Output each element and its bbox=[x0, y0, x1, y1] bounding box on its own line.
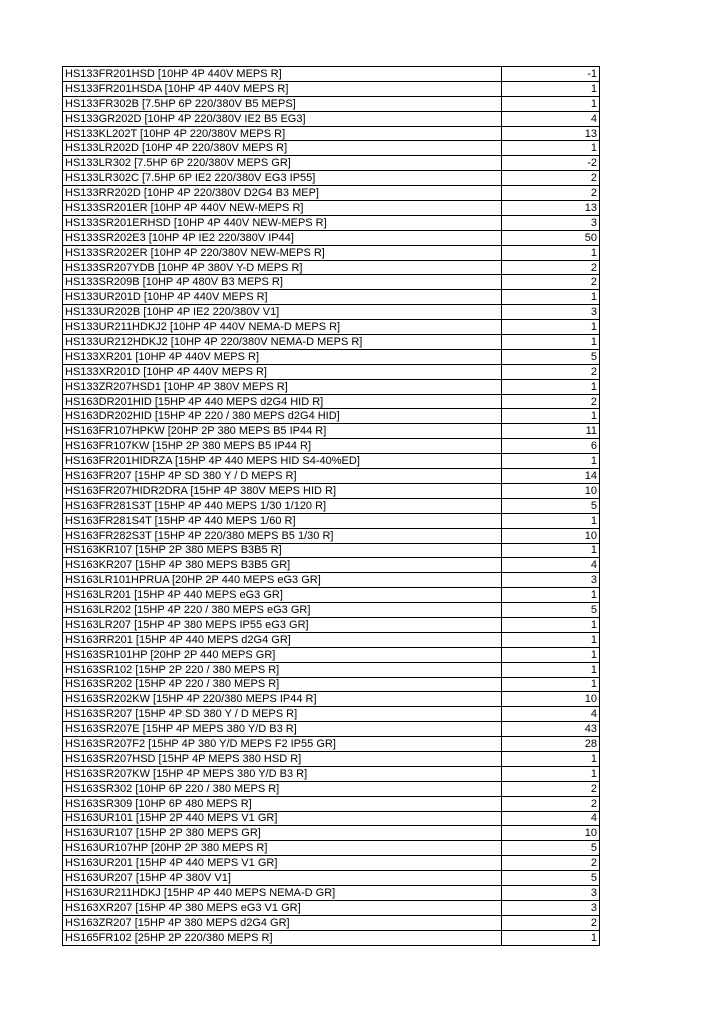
table-row bbox=[63, 677, 600, 692]
table-row bbox=[63, 528, 600, 543]
item-description-cell: HS133SR207YDB [10HP 4P 380V Y-D MEPS R] bbox=[63, 260, 502, 275]
table-row bbox=[63, 305, 600, 320]
quantity-cell: 1 bbox=[502, 320, 600, 335]
quantity-cell: 3 bbox=[502, 900, 600, 915]
table-row bbox=[63, 558, 600, 573]
item-description-cell: HS163DR202HID [15HP 4P 220 / 380 MEPS d2G4 HID] bbox=[63, 409, 502, 424]
quantity-cell: 5 bbox=[502, 841, 600, 856]
quantity-cell: 1 bbox=[502, 647, 600, 662]
quantity-cell: 4 bbox=[502, 707, 600, 722]
table-row bbox=[63, 67, 600, 82]
item-description-cell: HS163FR282S3T [15HP 4P 220/380 MEPS B5 1/30 R] bbox=[63, 528, 502, 543]
item-description-cell: HS133UR202B [10HP 4P IE2 220/380V V1] bbox=[63, 305, 502, 320]
quantity-cell: 5 bbox=[502, 498, 600, 513]
quantity-cell: 1 bbox=[502, 81, 600, 96]
quantity-cell: 2 bbox=[502, 275, 600, 290]
item-description-cell: HS163KR107 [15HP 2P 380 MEPS B3B5 R] bbox=[63, 543, 502, 558]
item-description-cell: HS163ZR207 [15HP 4P 380 MEPS d2G4 GR] bbox=[63, 915, 502, 930]
table-row bbox=[63, 930, 600, 945]
quantity-cell: -2 bbox=[502, 156, 600, 171]
quantity-cell: 3 bbox=[502, 305, 600, 320]
table-row bbox=[63, 171, 600, 186]
quantity-cell: 10 bbox=[502, 483, 600, 498]
table-row bbox=[63, 796, 600, 811]
item-description-cell: HS163SR207KW [15HP 4P MEPS 380 Y/D B3 R] bbox=[63, 766, 502, 781]
item-description-cell: HS163SR202 [15HP 4P 220 / 380 MEPS R] bbox=[63, 677, 502, 692]
item-description-cell: HS163SR309 [10HP 6P 480 MEPS R] bbox=[63, 796, 502, 811]
item-description-cell: HS133SR209B [10HP 4P 480V B3 MEPS R] bbox=[63, 275, 502, 290]
quantity-cell: 1 bbox=[502, 543, 600, 558]
table-row bbox=[63, 737, 600, 752]
table-row bbox=[63, 394, 600, 409]
quantity-cell: 4 bbox=[502, 558, 600, 573]
item-description-cell: HS133LR202D [10HP 4P 220/380V MEPS R] bbox=[63, 141, 502, 156]
item-description-cell: HS163SR102 [15HP 2P 220 / 380 MEPS R] bbox=[63, 662, 502, 677]
quantity-cell: 1 bbox=[502, 245, 600, 260]
quantity-cell: 2 bbox=[502, 915, 600, 930]
table-row bbox=[63, 617, 600, 632]
item-description-cell: HS165FR102 [25HP 2P 220/380 MEPS R] bbox=[63, 930, 502, 945]
quantity-cell: 3 bbox=[502, 573, 600, 588]
item-description-cell: HS133FR302B [7.5HP 6P 220/380V B5 MEPS] bbox=[63, 96, 502, 111]
item-description-cell: HS133XR201 [10HP 4P 440V MEPS R] bbox=[63, 349, 502, 364]
table-row bbox=[63, 349, 600, 364]
table-row bbox=[63, 707, 600, 722]
table-row bbox=[63, 766, 600, 781]
table-row bbox=[63, 885, 600, 900]
item-description-cell: HS133UR212HDKJ2 [10HP 4P 220/380V NEMA-D MEPS R] bbox=[63, 335, 502, 350]
table-row bbox=[63, 379, 600, 394]
item-description-cell: HS163RR201 [15HP 4P 440 MEPS d2G4 GR] bbox=[63, 632, 502, 647]
quantity-cell: 1 bbox=[502, 96, 600, 111]
item-description-cell: HS163UR101 [15HP 2P 440 MEPS V1 GR] bbox=[63, 811, 502, 826]
item-description-cell: HS133LR302C [7.5HP 6P IE2 220/380V EG3 IP55] bbox=[63, 171, 502, 186]
item-description-cell: HS133UR211HDKJ2 [10HP 4P 440V NEMA-D MEPS R] bbox=[63, 320, 502, 335]
quantity-cell: 1 bbox=[502, 930, 600, 945]
quantity-cell: 5 bbox=[502, 349, 600, 364]
table-row bbox=[63, 498, 600, 513]
quantity-cell: 1 bbox=[502, 290, 600, 305]
item-description-cell: HS163SR207HSD [15HP 4P MEPS 380 HSD R] bbox=[63, 751, 502, 766]
item-description-cell: HS133SR201ER [10HP 4P 440V NEW-MEPS R] bbox=[63, 201, 502, 216]
quantity-cell: 2 bbox=[502, 364, 600, 379]
quantity-cell: -1 bbox=[502, 67, 600, 82]
quantity-cell: 1 bbox=[502, 379, 600, 394]
quantity-cell: 43 bbox=[502, 722, 600, 737]
quantity-cell: 28 bbox=[502, 737, 600, 752]
quantity-cell: 4 bbox=[502, 111, 600, 126]
quantity-cell: 1 bbox=[502, 677, 600, 692]
table-row bbox=[63, 245, 600, 260]
item-description-cell: HS163UR207 [15HP 4P 380V V1] bbox=[63, 871, 502, 886]
inventory-table bbox=[62, 66, 600, 946]
table-row bbox=[63, 111, 600, 126]
table-row bbox=[63, 513, 600, 528]
item-description-cell: HS163DR201HID [15HP 4P 440 MEPS d2G4 HID R] bbox=[63, 394, 502, 409]
table-row bbox=[63, 320, 600, 335]
quantity-cell: 50 bbox=[502, 230, 600, 245]
quantity-cell: 1 bbox=[502, 141, 600, 156]
table-row bbox=[63, 781, 600, 796]
item-description-cell: HS163SR302 [10HP 6P 220 / 380 MEPS R] bbox=[63, 781, 502, 796]
table-row bbox=[63, 364, 600, 379]
quantity-cell: 5 bbox=[502, 871, 600, 886]
table-row bbox=[63, 692, 600, 707]
quantity-cell: 1 bbox=[502, 751, 600, 766]
quantity-cell: 1 bbox=[502, 335, 600, 350]
item-description-cell: HS133UR201D [10HP 4P 440V MEPS R] bbox=[63, 290, 502, 305]
item-description-cell: HS163SR207E [15HP 4P MEPS 380 Y/D B3 R] bbox=[63, 722, 502, 737]
item-description-cell: HS133ZR207HSD1 [10HP 4P 380V MEPS R] bbox=[63, 379, 502, 394]
table-row bbox=[63, 483, 600, 498]
item-description-cell: HS163FR107HPKW [20HP 2P 380 MEPS B5 IP44 R] bbox=[63, 424, 502, 439]
item-description-cell: HS133FR201HSD [10HP 4P 440V MEPS R] bbox=[63, 67, 502, 82]
table-row bbox=[63, 722, 600, 737]
table-row bbox=[63, 841, 600, 856]
table-row bbox=[63, 469, 600, 484]
quantity-cell: 14 bbox=[502, 469, 600, 484]
item-description-cell: HS133SR202ER [10HP 4P 220/380V NEW-MEPS R] bbox=[63, 245, 502, 260]
table-row bbox=[63, 915, 600, 930]
table-row bbox=[63, 543, 600, 558]
item-description-cell: HS163FR281S3T [15HP 4P 440 MEPS 1/30 1/120 R] bbox=[63, 498, 502, 513]
quantity-cell: 2 bbox=[502, 796, 600, 811]
table-row bbox=[63, 335, 600, 350]
table-row bbox=[63, 647, 600, 662]
quantity-cell: 2 bbox=[502, 186, 600, 201]
quantity-cell: 10 bbox=[502, 528, 600, 543]
item-description-cell: HS163FR107KW [15HP 2P 380 MEPS B5 IP44 R] bbox=[63, 439, 502, 454]
item-description-cell: HS133FR201HSDA [10HP 4P 440V MEPS R] bbox=[63, 81, 502, 96]
item-description-cell: HS163UR107HP [20HP 2P 380 MEPS R] bbox=[63, 841, 502, 856]
table-row bbox=[63, 900, 600, 915]
item-description-cell: HS163LR201 [15HP 4P 440 MEPS eG3 GR] bbox=[63, 588, 502, 603]
quantity-cell: 4 bbox=[502, 811, 600, 826]
quantity-cell: 3 bbox=[502, 215, 600, 230]
table-row bbox=[63, 126, 600, 141]
item-description-cell: HS163UR107 [15HP 2P 380 MEPS GR] bbox=[63, 826, 502, 841]
table-row bbox=[63, 871, 600, 886]
item-description-cell: HS163SR207F2 [15HP 4P 380 Y/D MEPS F2 IP55 GR] bbox=[63, 737, 502, 752]
table-row bbox=[63, 662, 600, 677]
quantity-cell: 2 bbox=[502, 781, 600, 796]
table-row bbox=[63, 201, 600, 216]
item-description-cell: HS133KL202T [10HP 4P 220/380V MEPS R] bbox=[63, 126, 502, 141]
quantity-cell: 1 bbox=[502, 632, 600, 647]
item-description-cell: HS163UR211HDKJ [15HP 4P 440 MEPS NEMA-D GR] bbox=[63, 885, 502, 900]
quantity-cell: 3 bbox=[502, 885, 600, 900]
quantity-cell: 1 bbox=[502, 513, 600, 528]
inventory-table-body bbox=[63, 67, 600, 946]
item-description-cell: HS163FR281S4T [15HP 4P 440 MEPS 1/60 R] bbox=[63, 513, 502, 528]
quantity-cell: 2 bbox=[502, 260, 600, 275]
quantity-cell: 13 bbox=[502, 126, 600, 141]
item-description-cell: HS163LR207 [15HP 4P 380 MEPS IP55 eG3 GR] bbox=[63, 617, 502, 632]
quantity-cell: 1 bbox=[502, 662, 600, 677]
item-description-cell: HS163UR201 [15HP 4P 440 MEPS V1 GR] bbox=[63, 856, 502, 871]
item-description-cell: HS163SR207 [15HP 4P SD 380 Y / D MEPS R] bbox=[63, 707, 502, 722]
item-description-cell: HS163FR207HIDR2DRA [15HP 4P 380V MEPS HID R] bbox=[63, 483, 502, 498]
item-description-cell: HS163FR201HIDRZA [15HP 4P 440 MEPS HID S4-40%ED] bbox=[63, 454, 502, 469]
table-row bbox=[63, 81, 600, 96]
table-row bbox=[63, 215, 600, 230]
item-description-cell: HS163FR207 [15HP 4P SD 380 Y / D MEPS R] bbox=[63, 469, 502, 484]
item-description-cell: HS163LR202 [15HP 4P 220 / 380 MEPS eG3 GR] bbox=[63, 603, 502, 618]
table-row bbox=[63, 826, 600, 841]
quantity-cell: 2 bbox=[502, 856, 600, 871]
table-row bbox=[63, 260, 600, 275]
table-row bbox=[63, 573, 600, 588]
quantity-cell: 1 bbox=[502, 617, 600, 632]
quantity-cell: 13 bbox=[502, 201, 600, 216]
quantity-cell: 5 bbox=[502, 603, 600, 618]
table-row bbox=[63, 856, 600, 871]
quantity-cell: 2 bbox=[502, 394, 600, 409]
table-row bbox=[63, 424, 600, 439]
quantity-cell: 1 bbox=[502, 766, 600, 781]
item-description-cell: HS133GR202D [10HP 4P 220/380V IE2 B5 EG3] bbox=[63, 111, 502, 126]
item-description-cell: HS163KR207 [15HP 4P 380 MEPS B3B5 GR] bbox=[63, 558, 502, 573]
table-row bbox=[63, 275, 600, 290]
quantity-cell: 1 bbox=[502, 409, 600, 424]
quantity-cell: 10 bbox=[502, 826, 600, 841]
table-row bbox=[63, 603, 600, 618]
table-row bbox=[63, 811, 600, 826]
item-description-cell: HS163SR101HP [20HP 2P 440 MEPS GR] bbox=[63, 647, 502, 662]
item-description-cell: HS133LR302 [7.5HP 6P 220/380V MEPS GR] bbox=[63, 156, 502, 171]
item-description-cell: HS163LR101HPRUA [20HP 2P 440 MEPS eG3 GR] bbox=[63, 573, 502, 588]
item-description-cell: HS133SR201ERHSD [10HP 4P 440V NEW-MEPS R] bbox=[63, 215, 502, 230]
quantity-cell: 10 bbox=[502, 692, 600, 707]
item-description-cell: HS163SR202KW [15HP 4P 220/380 MEPS IP44 R] bbox=[63, 692, 502, 707]
table-row bbox=[63, 156, 600, 171]
quantity-cell: 6 bbox=[502, 439, 600, 454]
table-row bbox=[63, 751, 600, 766]
item-description-cell: HS133SR202E3 [10HP 4P IE2 220/380V IP44] bbox=[63, 230, 502, 245]
quantity-cell: 1 bbox=[502, 454, 600, 469]
table-row bbox=[63, 141, 600, 156]
table-row bbox=[63, 439, 600, 454]
table-row bbox=[63, 454, 600, 469]
table-row bbox=[63, 230, 600, 245]
item-description-cell: HS133RR202D [10HP 4P 220/380V D2G4 B3 MEP] bbox=[63, 186, 502, 201]
quantity-cell: 11 bbox=[502, 424, 600, 439]
table-row bbox=[63, 588, 600, 603]
table-row bbox=[63, 186, 600, 201]
table-row bbox=[63, 409, 600, 424]
item-description-cell: HS133XR201D [10HP 4P 440V MEPS R] bbox=[63, 364, 502, 379]
table-row bbox=[63, 632, 600, 647]
table-row bbox=[63, 96, 600, 111]
quantity-cell: 2 bbox=[502, 171, 600, 186]
quantity-cell: 1 bbox=[502, 588, 600, 603]
item-description-cell: HS163XR207 [15HP 4P 380 MEPS eG3 V1 GR] bbox=[63, 900, 502, 915]
table-row bbox=[63, 290, 600, 305]
